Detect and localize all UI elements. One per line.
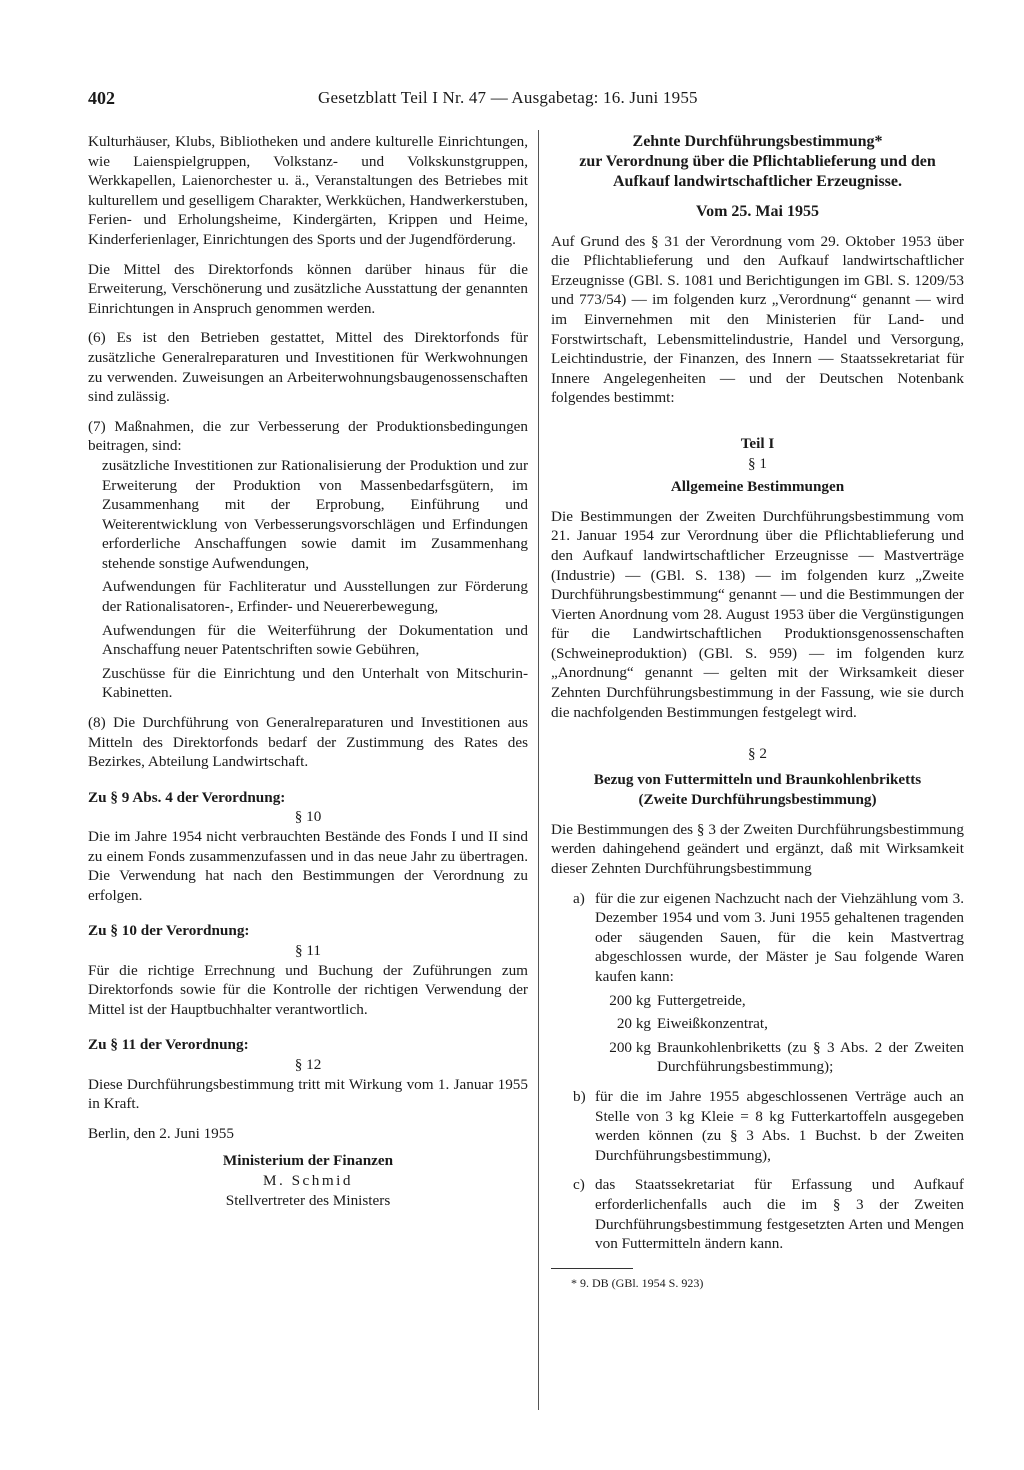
title-line: Bezug von Futtermitteln und Braunkohlenbriketts [593, 770, 922, 788]
section-number: § 11 [294, 941, 321, 959]
column-divider [538, 130, 539, 1410]
item-letter: a) [573, 889, 585, 907]
paragraph: Die Mittel des Direktorfonds können darüber hinaus für die Erweiterung, Verschönerung und zusätzliche Ausstattung der genannten Einrichtungen in Anspruch genommen werden. [88, 260, 528, 317]
item-letter: b) [573, 1087, 586, 1105]
place-date: Berlin, den 2. Juni 1955 [88, 1124, 234, 1142]
paragraph-6: (6) Es ist den Betrieben gestattet, Mittel des Direktorfonds für zusätzliche Generalreparaturen und Investitionen für Werkwohnungen zu verwenden. Zuweisungen an Arbeiterwohnungsbaugenossenschaften sind zulässig. [88, 329, 528, 406]
right-column [551, 132, 964, 1291]
quantity-text: Eiweißkonzentrat, [657, 1015, 768, 1033]
page-header: Gesetzblatt Teil I Nr. 47 — Ausgabetag: 16. Juni 1955 [318, 88, 698, 107]
title-line: zur Verordnung über die Pflichtablieferung und den [579, 153, 936, 170]
signer-role: Stellvertreter des Ministers [225, 1191, 391, 1209]
ministry-name: Ministerium der Finanzen [222, 1152, 394, 1170]
section-heading: Zu § 10 der Verordnung: [88, 922, 250, 940]
page-number: 402 [88, 88, 115, 108]
list-item-b [551, 1087, 964, 1165]
paragraph-8: (8) Die Durchführung von Generalreparaturen und Investitionen aus Mitteln des Direktorfonds bedarf der Zustimmung des Rates des Bezirkes, Abteilung Landwirtschaft. [88, 714, 528, 771]
paragraph-7: (7) Maßnahmen, die zur Verbesserung der Produktionsbedingungen beitragen, sind: [88, 417, 528, 455]
quantity-amount: 200 kg [609, 1038, 651, 1056]
item-text: für die zur eigenen Nachzucht nach der Viehzählung vom 3. Dezember 1954 und vom 3. Juni 1955 gehaltenen tragenden oder säugenden Sauen, für die kein Mastvertrag abgeschlossen wurde, der Mäster je Sau folgende Waren kaufen kann: [595, 889, 964, 985]
list-item: Aufwendungen für Fachliteratur und Ausstellungen zur Förderung der Rationalisatoren-, Erfinder- und Neuererbewegung, [102, 578, 528, 616]
footnote: * 9. DB (GBl. 1954 S. 923) [571, 1275, 704, 1290]
list-item: Aufwendungen für die Weiterführung der Dokumentation und Anschaffung neuer Patentschriften sowie Gebühren, [102, 621, 528, 659]
item-text: für die im Jahre 1955 abgeschlossenen Verträge auch an Stelle von 3 kg Kleie = 8 kg Futterkartoffeln ausgegeben werden können (zu § 3 Abs. 1 Buchst. b der Zweiten Durchführungsbestimmung), [595, 1087, 964, 1164]
list-item: Zuschüsse für die Einrichtung und den Unterhalt von Mitschurin-Kabinetten. [102, 664, 528, 702]
title-line: Zehnte Durchführungsbestimmung* [632, 133, 883, 150]
quantity-text: Braunkohlenbriketts (zu § 3 Abs. 2 der Zweiten Durchführungsbestimmung); [657, 1038, 964, 1076]
measures-list [88, 456, 528, 703]
section-number: § 1 [748, 454, 767, 472]
item-letter: c) [573, 1176, 585, 1194]
section-number: § 2 [748, 745, 767, 763]
section-text: Die Bestimmungen der Zweiten Durchführungsbestimmung vom 21. Januar 1954 zur Verordnung über die Pflichtablieferung und den Aufkauf landwirtschaftlicher Erzeugnisse — Mastverträge (Industrie) — (GBl. S. 138) — im folgenden kurz „Zweite Durchführungsbestimmung“ genannt — und die Bestimmungen der Vierten Anordnung vom 28. August 1953 über die Vergünstigungen für die Landwirtschaftlichen Produktionsgenossenschaften (Schweineproduktion) (GBl. S. 959) — im folgenden kurz „Anordnung“ genannt — gelten mit der Wirksamkeit dieser Zehnten Durchführungsbestimmung in der Fassung, wie sie durch die nachfolgenden Bestimmungen festgelegt wird. [551, 507, 964, 721]
left-column [88, 132, 528, 1210]
section-number: § 10 [294, 808, 322, 826]
quantity-line [551, 991, 964, 1011]
document-title [551, 132, 964, 192]
document-date: Vom 25. Mai 1955 [696, 203, 819, 220]
list-item-c [551, 1175, 964, 1253]
section-title [551, 770, 964, 810]
quantity-line [551, 1014, 964, 1034]
section-text: Diese Durchführungsbestimmung tritt mit Wirkung vom 1. Januar 1955 in Kraft. [88, 1075, 528, 1113]
title-line: Aufkauf landwirtschaftlicher Erzeugnisse. [612, 173, 903, 190]
list-item-a [551, 889, 964, 987]
section-text: Die im Jahre 1954 nicht verbrauchten Bestände des Fonds I und II sind zu einem Fonds zusammenzufassen und in das neue Jahr zu übertragen. Die Verwendung hat nach den Bestimmungen der Verordnung zu erfolgen. [88, 828, 528, 904]
quantity-line [551, 1038, 964, 1077]
section-text: Für die richtige Errechnung und Buchung der Zuführungen zum Direktorfonds sowie für die Kontrolle der richtigen Verwendung der Mittel ist der Hauptbuchhalter verantwortlich. [88, 961, 528, 1018]
quantity-amount: 20 kg [616, 1015, 651, 1033]
signer-name: M. Schmid [262, 1171, 353, 1189]
title-line: (Zweite Durchführungsbestimmung) [638, 790, 877, 808]
list-item: zusätzliche Investitionen zur Rationalisierung der Produktion und zur Erweiterung der Produktion von Massenbedarfsgütern, im Zusammenhang mit der Erprobung, Einführung und Weiterentwicklung von Verbesserungsvorschlägen und Erfindungen erforderliche Anschaffungen sowie damit im Zusammenhang stehende sonstige Aufwendungen, [102, 456, 528, 572]
section-number: § 12 [294, 1055, 322, 1073]
section-title: Allgemeine Bestimmungen [670, 478, 845, 496]
part-heading: Teil I [740, 434, 775, 452]
paragraph: Kulturhäuser, Klubs, Bibliotheken und andere kulturelle Einrichtungen, wie Laienspielgruppen, Volkstanz- und Volkskunstgruppen, Werkkapellen, Laienorchester u. ä., Veranstaltungen des Betriebes mit kulturellem und geselligem Charakter, Werkküchen, Handwerkerstuben, Ferien- und Erholungsheime, Kindergärten, Krippen und Heime, Kinderferienlager, Einrichtungen des Sports und der Jugendförderung. [88, 133, 528, 248]
section-heading: Zu § 11 der Verordnung: [88, 1036, 249, 1054]
quantity-text: Futtergetreide, [657, 991, 746, 1009]
preamble: Auf Grund des § 31 der Verordnung vom 29. Oktober 1953 über die Pflichtablieferung und den Aufkauf landwirtschaftlicher Erzeugnisse (GBl. S. 1081 und Berichtigungen im GBl. S. 1209/53 und 773/54) — im folgenden kurz „Verordnung“ genannt — wird im Einvernehmen mit den Ministerien für Land- und Forstwirtschaft, Lebensmittelindustrie, Handel und Versorgung, Leichtindustrie, der Finanzen, des Innern — Staatssekretariat für Innere Angelegenheiten — und der Deutschen Notenbank folgendes bestimmt: [551, 232, 964, 407]
quantity-amount: 200 kg [609, 991, 651, 1009]
section-heading: Zu § 9 Abs. 4 der Verordnung: [88, 788, 286, 806]
section-text: Die Bestimmungen des § 3 der Zweiten Durchführungsbestimmung werden dahingehend geändert und ergänzt, daß mit Wirksamkeit dieser Zehnten Durchführungsbestimmung [551, 820, 964, 878]
footnote-divider [551, 1268, 633, 1269]
item-text: das Staatssekretariat für Erfassung und Aufkauf erforderlichenfalls auch die im § 3 der Zweiten Durchführungsbestimmung festgesetzten Arten und Mengen von Futtermitteln ändern kann. [595, 1176, 964, 1253]
